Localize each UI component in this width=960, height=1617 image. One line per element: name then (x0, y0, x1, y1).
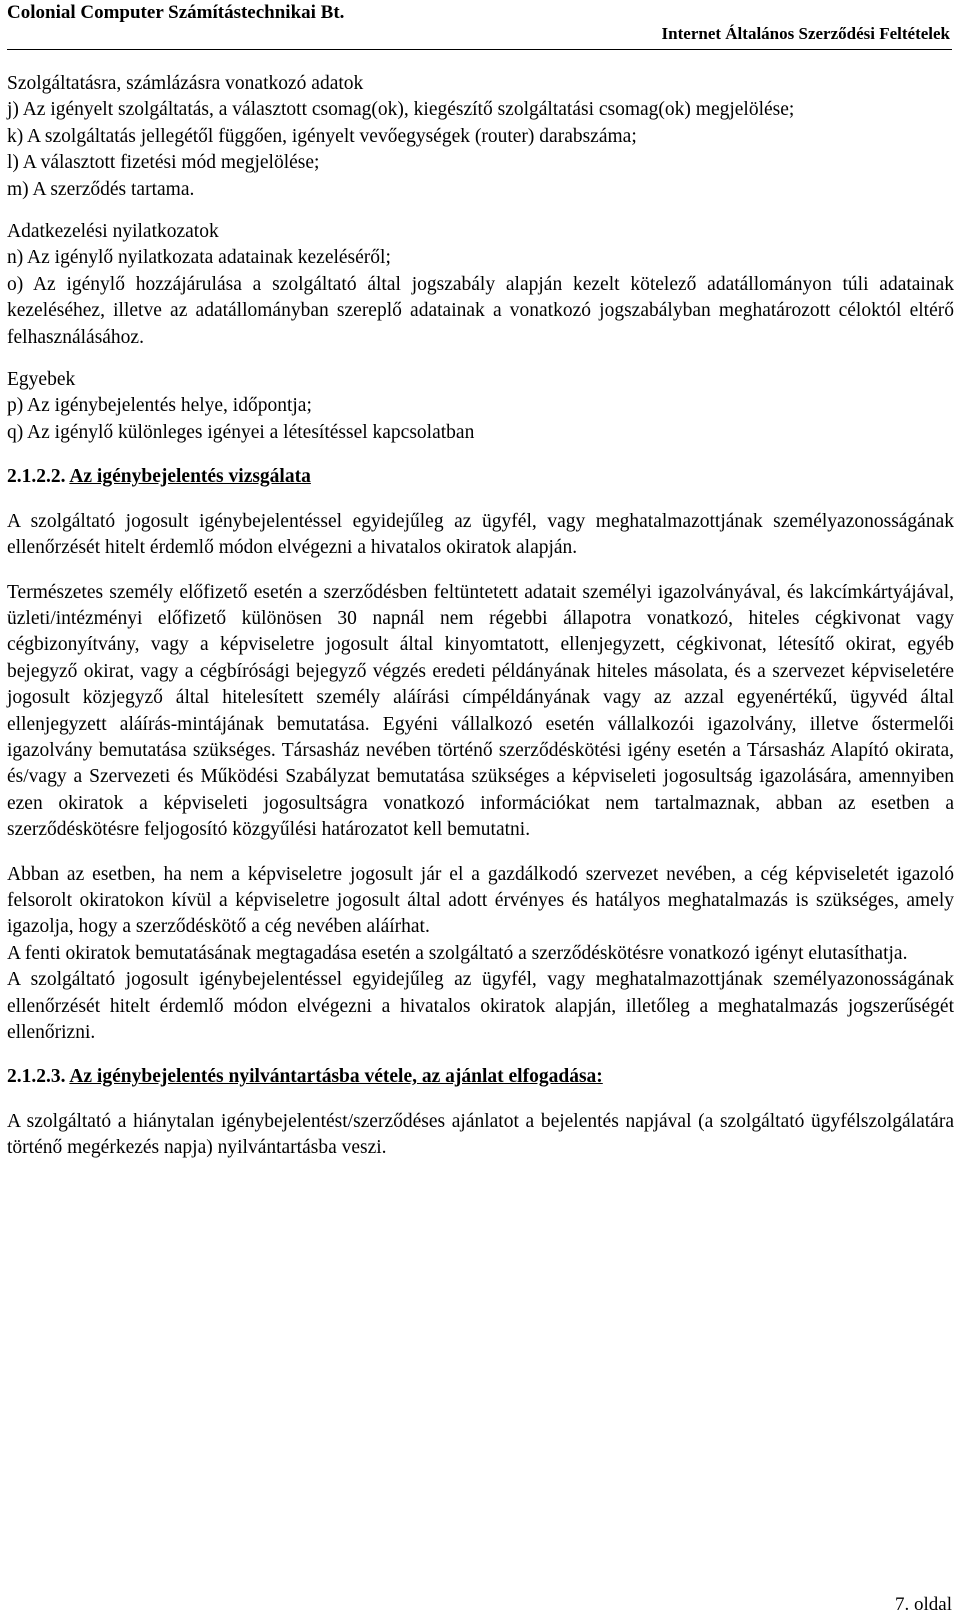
paragraph: Abban az esetben, ha nem a képviseletre jogosult jár el a gazdálkodó szervezet nevében, a cég képviseletét igazoló felsorolt okiratokon kívül a képviseletre jogosult által adott érvényes és hatályos meghatalmazás is szükséges, amely igazolja, hogy a szerződéskötő a cég nevében aláírhat. (7, 863, 954, 938)
billing-title: Szolgáltatásra, számlázásra vonatkozó adatok (7, 73, 364, 94)
paragraph: A szolgáltató jogosult igénybejelentéssel egyidejűleg az ügyfél, vagy meghatalmazottjának személyazonosságának ellenőrzését hitelt érdemlő módon elvégezni a hivatalos okiratok alapján. (7, 510, 954, 559)
list-item-n: n) Az igénylő nyilatkozata adatainak kezeléséről; (7, 247, 391, 269)
document-body (7, 71, 954, 1162)
section-heading-2122 (7, 464, 954, 490)
list-item-o: o) Az igénylő hozzájárulása a szolgáltató által jogszabály alapján kezelt kötelező adatállományon túli adatainak kezeléséhez, illetve az adatállományban szereplő adatainak a vonatkozó jogszabályban meghatározott céloktól eltérő felhasználásához. (7, 273, 954, 348)
page-number: 7. oldal (895, 1594, 952, 1615)
header-rule (7, 49, 952, 50)
list-item-l: l) A választott fizetési mód megjelölése; (7, 152, 320, 174)
section-number: 2.1.2.2. (7, 466, 66, 488)
section-title: Az igénybejelentés vizsgálata (69, 466, 311, 488)
section-title: Az igénybejelentés nyilvántartásba vétele, az ajánlat elfogadása: (69, 1066, 603, 1088)
other-title: Egyebek (7, 369, 76, 391)
other-block (7, 367, 954, 446)
section-heading-2123 (7, 1064, 954, 1090)
list-item-p: p) Az igénybejelentés helye, időpontja; (7, 395, 312, 417)
list-item-m: m) A szerződés tartama. (7, 178, 195, 200)
list-item-k: k) A szolgáltatás jellegétől függően, igényelt vevőegységek (router) darabszáma; (7, 125, 637, 147)
list-item-q: q) Az igénylő különleges igényei a létesítéssel kapcsolatban (7, 421, 475, 443)
paragraph: A fenti okiratok bemutatásának megtagadása esetén a szolgáltató a szerződéskötésre vonatkozó igényt elutasíthatja. (7, 942, 908, 964)
section-number: 2.1.2.3. (7, 1066, 66, 1088)
header-doc-title: Internet Általános Szerződési Feltételek (661, 24, 950, 43)
paragraph: A szolgáltató jogosult igénybejelentéssel egyidejűleg az ügyfél, vagy meghatalmazottjának személyazonosságának ellenőrzését hitelt érdemlő módon elvégezni a hivatalos okiratok alapján, illetőleg a meghatalmazás jogszerűségét ellenőrizni. (7, 969, 954, 1043)
billing-data-block (7, 71, 954, 203)
data-handling-block (7, 219, 954, 351)
list-item-j: j) Az igényelt szolgáltatás, a választott csomag(ok), kiegészítő szolgáltatási csomag(ok) megjelölése; (7, 99, 795, 121)
paragraph: A szolgáltató a hiánytalan igénybejelentést/szerződéses ajánlatot a bejelentés napjával (a szolgáltató ügyfélszolgálatára történő megérkezés napja) nyilvántartásba veszi. (7, 1110, 954, 1159)
paragraph: Természetes személy előfizető esetén a szerződésben feltüntetett adatait személyi igazolványával, és lakcímkártyájával, üzleti/intézményi előfizető különösen 30 napnál nem régebbi állapotra vonatkozó, hiteles cégkivonat vagy cégbizonyítvány, vagy a képviseletre jogosult által kinyomtatott, ellenjegyzett, cégkivonat, létesítő okirat, egyéb bejegyző okirat, vagy a cégbírósági bejegyző végzés eredeti példányának hiteles másolata, és a szervezet képviseletére jogosult közjegyző által hitelesített személy aláírási címpéldányának vagy az azzal egyenértékű, ügyvéd által ellenjegyzett aláírás-mintájának bemutatása. Egyéni vállalkozó esetén vállalkozói igazolvány, illetve őstermelői igazolvány bemutatása szükséges. Társasház nevében történő szerződéskötési igény esetén a Társasház Alapító okirata, és/vagy a Szervezeti és Működési Szabályzat bemutatása szükséges a képviseleti jogosultság igazolására, amennyiben ezen okiratok a képviseleti jogosultságra vonatkozó információkat nem tartalmaznak, abban az esetben a szerződéskötésre feljogosító közgyűlési határozatot kell bemutatni. (7, 581, 954, 841)
data-handling-title: Adatkezelési nyilatkozatok (7, 221, 219, 243)
header-company: Colonial Computer Számítástechnikai Bt. (7, 2, 345, 23)
